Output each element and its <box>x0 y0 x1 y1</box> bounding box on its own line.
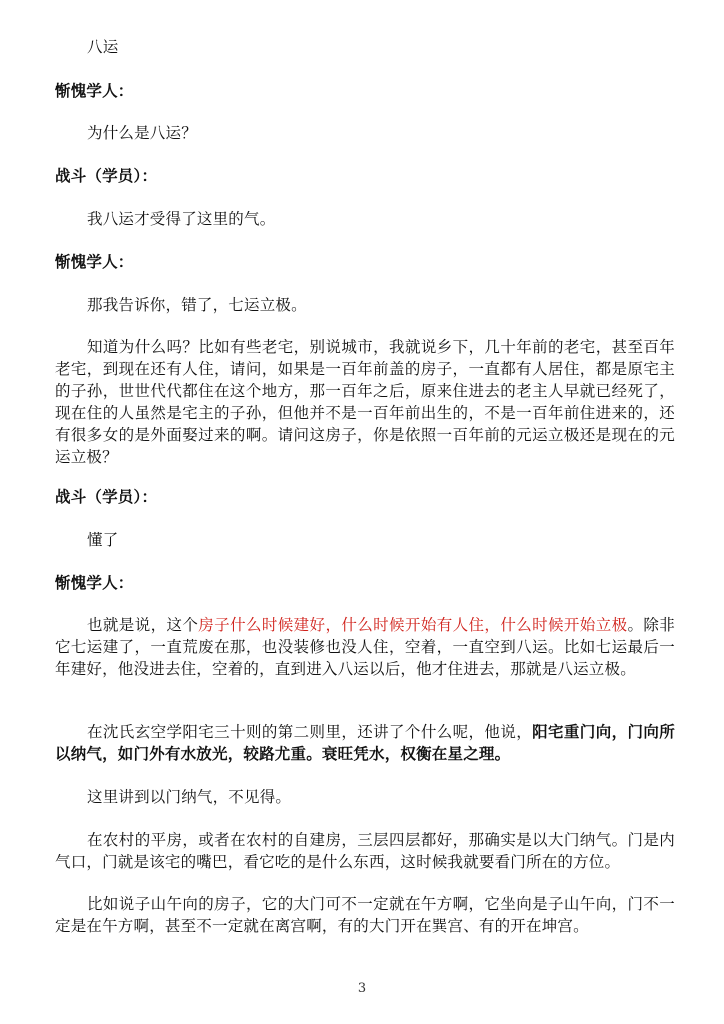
question-paragraph: 为什么是八运？ <box>87 124 197 142</box>
body-paragraph-quote <box>55 721 675 765</box>
text-run: 。除非它七运建了，一直荒废在那，也没装修也没人住，空着，一直空到八运。比如七运最后一年建好，他没进去住，空着的，直到进入八运以后，他才住进去，那就是八运立极。 <box>55 616 675 678</box>
text-run: 在沈氏玄空学阳宅三十则的第二则里，还讲了个什么呢，他说， <box>87 723 533 741</box>
highlighted-text: 房子什么时候建好，什么时候开始有人住，什么时候开始立极 <box>198 616 628 634</box>
body-paragraph-highlighted <box>55 614 675 680</box>
speaker-label: 战斗（学员）： <box>55 167 158 185</box>
body-paragraph: 那我告诉你，错了，七运立极。 <box>87 296 307 314</box>
answer-paragraph: 懂了 <box>87 531 119 549</box>
speaker-label: 战斗（学员）： <box>55 488 158 506</box>
answer-paragraph: 八运 <box>87 38 119 56</box>
speaker-label: 惭愧学人： <box>55 82 134 100</box>
body-paragraph: 这里讲到以门纳气，不见得。 <box>87 788 292 806</box>
body-paragraph: 在农村的平房，或者在农村的自建房，三层四层都好，那确实是以大门纳气。门是内气口，门就是该宅的嘴巴，看它吃的是什么东西，这时候我就要看门所在的方位。 <box>55 831 675 871</box>
speaker-label: 惭愧学人： <box>55 574 134 592</box>
answer-paragraph: 我八运才受得了这里的气。 <box>87 210 276 228</box>
body-paragraph: 比如说子山午向的房子，它的大门可不一定就在午方啊，它坐向是子山午向，门不一定是在午方啊，甚至不一定就在离宫啊，有的大门开在巽宫、有的开在坤宫。 <box>55 895 675 935</box>
body-paragraph: 知道为什么吗？比如有些老宅，别说城市，我就说乡下，几十年前的老宅，甚至百年老宅，到现在还有人住，请问，如果是一百年前盖的房子，一直都有人居住，都是原宅主的子孙，世世代代都住在这个地方，那一百年之后，原来住进去的老主人早就已经死了，现在住的人虽然是宅主的子孙，但他并不是一百年前出生的，不是一百年前住进来的，还有很多女的是外面娶过来的啊。请问这房子，你是依照一百年前的元运立极还是现在的元运立极？ <box>55 338 675 466</box>
speaker-label: 惭愧学人： <box>55 253 134 271</box>
page-number: 3 <box>357 981 367 996</box>
text-run: 也就是说，这个 <box>87 616 199 634</box>
quoted-rule-text: 阳宅重门向，门向所以纳气，如门外有水放光，较路尤重。衰旺凭水，权衡在星之理。 <box>55 723 675 763</box>
